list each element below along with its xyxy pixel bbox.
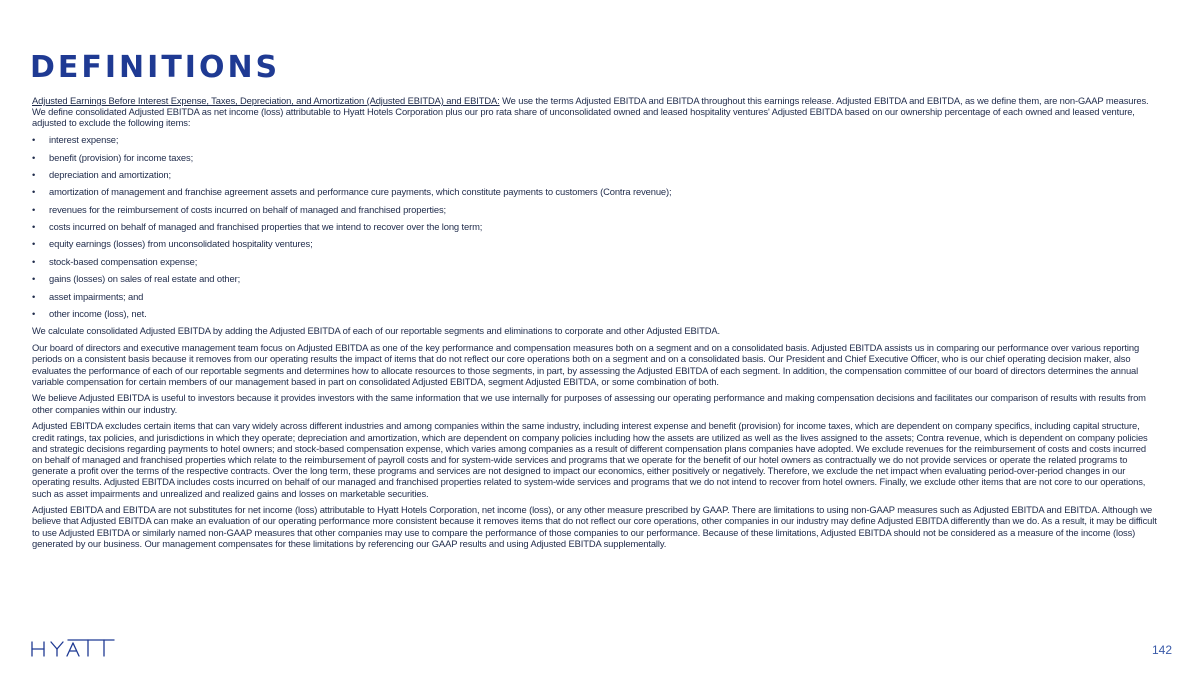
- list-item: • other income (loss), net.: [32, 308, 147, 320]
- bullet-marker: •: [32, 151, 36, 163]
- list-item: • revenues for the reimbursement of costs incurred on behalf of managed and franchised properties;: [32, 203, 447, 215]
- hyatt-logo-icon: [30, 637, 116, 659]
- bullet-marker: •: [32, 221, 36, 233]
- list-item: • depreciation and amortization;: [32, 168, 171, 180]
- bullet-marker: •: [32, 255, 36, 267]
- page-number: 142: [1151, 643, 1172, 657]
- bullet-marker: •: [32, 273, 36, 285]
- list-item: • benefit (provision) for income taxes;: [32, 151, 194, 163]
- bullet-marker: •: [32, 308, 36, 320]
- bullet-marker: •: [32, 186, 36, 198]
- list-item: • gains (losses) on sales of real estate and other;: [32, 273, 241, 285]
- management-paragraph: Our board of directors and executive management team focus on Adjusted EBITDA as one of the key performance and compensation measures both on a segment and on a consolidated basis. Adjusted EBITDA assists us in comparing our performance over various reporting periods on a consistent basis because it removes from our operating results the impact of items that do not reflect our core operations both on a segment and on a consolidated basis. Our President and Chief Executive Officer, who is our chief operating decision maker, also evaluates the performance of each of our reportable segments and determines how to allocate resources to those segments, in part, by assessing the Adjusted EBITDA of each segment. In addition, the compensation committee of our board of directors determines the annual variable compensation for certain members of our management based in part on consolidated Adjusted EBITDA, segment Adjusted EBITDA, or some combination of both.: [32, 342, 1140, 387]
- page-title: DEFINITIONS: [30, 50, 281, 85]
- definitions-body: [32, 95, 1157, 555]
- intro-paragraph: [32, 95, 1157, 129]
- list-item: • amortization of management and franchise agreement assets and performance cure payments, which constitute payments to customers (Contra revenue);: [32, 186, 672, 198]
- bullet-marker: •: [32, 290, 36, 302]
- excluded-items-list: [32, 134, 1157, 319]
- limitations-paragraph: Adjusted EBITDA and EBITDA are not substitutes for net income (loss) attributable to Hyatt Hotels Corporation, net income (loss), or any other measure prescribed by GAAP. There are limitations to using non-GAAP measures such as Adjusted EBITDA and EBITDA. Although we believe that Adjusted EBITDA can make an evaluation of our operating performance more consistent because it removes items that do not reflect our core operations, other companies in our industry may define Adjusted EBITDA differently than we do. As a result, it may be difficult to use Adjusted EBITDA or similarly named non-GAAP measures that other companies may use to compare the performance of those companies to our performance. Because of these limitations, Adjusted EBITDA should not be considered as a measure of the income (loss) generated by our business. Our management compensates for these limitations by referencing our GAAP results and using Adjusted EBITDA supplementally.: [32, 504, 1157, 549]
- list-item: • costs incurred on behalf of managed and franchised properties that we intend to recover over the long term;: [32, 221, 483, 233]
- usefulness-paragraph: We believe Adjusted EBITDA is useful to investors because it provides investors with the same information that we use internally for purposes of assessing our operating performance and making compensation decisions and facilitates our comparison of results with results from other companies within our industry.: [32, 392, 1146, 415]
- list-item: • asset impairments; and: [32, 290, 144, 302]
- bullet-marker: •: [32, 203, 36, 215]
- intro-text: We use the terms Adjusted EBITDA and EBITDA throughout this earnings release. Adjusted EBITDA and EBITDA, as we define them, are non-GAAP measures. We define consolidated Adjusted EBITDA as net income (loss) attributable to Hyatt Hotels Corporation plus our pro rata share of unconsolidated owned and leased hospitality ventures' Adjusted EBITDA based on our ownership percentage of each owned and leased venture, adjusted to exclude the following items:: [32, 95, 1149, 129]
- hyatt-logo: [30, 637, 116, 659]
- intro-heading: Adjusted Earnings Before Interest Expense, Taxes, Depreciation, and Amortization (Adjusted EBITDA) and EBITDA:: [32, 95, 500, 106]
- list-item: • interest expense;: [32, 134, 119, 146]
- bullet-marker: •: [32, 168, 36, 180]
- calculation-paragraph: We calculate consolidated Adjusted EBITDA by adding the Adjusted EBITDA of each of our reportable segments and eliminations to corporate and other Adjusted EBITDA.: [32, 325, 720, 337]
- bullet-marker: •: [32, 134, 36, 146]
- exclusions-paragraph: Adjusted EBITDA excludes certain items that can vary widely across different industries and among companies within the same industry, including interest expense and benefit (provision) for income taxes, which are dependent on company specifics, including capital structure, credit ratings, tax policies, and jurisdictions in which they operate; depreciation and amortization, which are dependent on company policies including how the assets are utilized as well as the lives assigned to the assets; Contra revenue, which is dependent on company policies and strategic decisions regarding payments to hotel owners; and stock-based compensation expense, which varies among companies as a result of different compensation plans companies have adopted. We exclude revenues for the reimbursement of costs and costs incurred on behalf of managed and franchised properties which relate to the reimbursement of payroll costs and for system-wide services and programs that we operate for the benefit of our hotel owners as contractually we do not provide services or operate the related programs to generate a profit over the terms of the respective contracts. Over the long term, these programs and services are not designed to impact our economics, either positively or negatively. Therefore, we exclude the net impact when evaluating period-over-period changes in our operating results. Adjusted EBITDA includes costs incurred on behalf of our managed and franchised properties related to system-wide services and programs that we do not intend to recover from hotel owners. Finally, we exclude other items that are not core to our operations, such as asset impairments and unrealized and realized gains and losses on marketable securities.: [32, 420, 1148, 499]
- list-item: • stock-based compensation expense;: [32, 255, 198, 267]
- list-item: • equity earnings (losses) from unconsolidated hospitality ventures;: [32, 238, 313, 250]
- bullet-marker: •: [32, 238, 36, 250]
